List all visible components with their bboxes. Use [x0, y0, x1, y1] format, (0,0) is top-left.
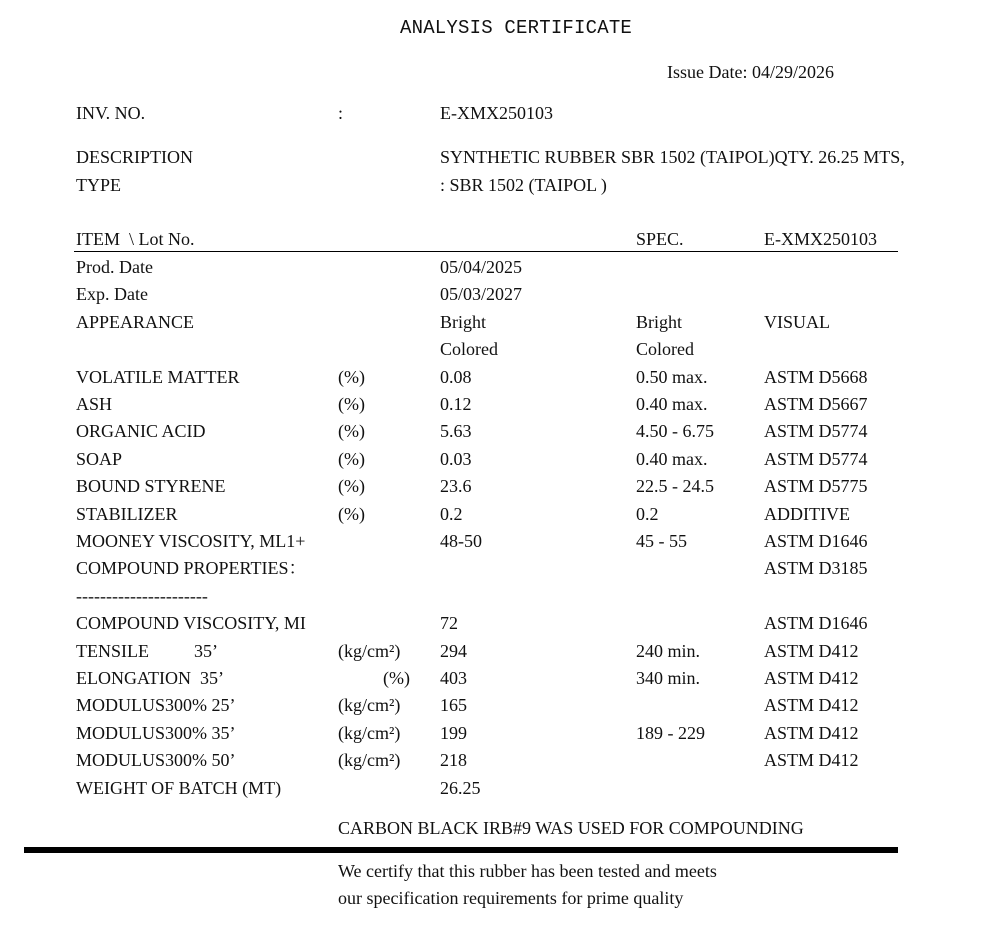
cell-unit: (kg/cm²) [338, 695, 401, 716]
cell-spec: Colored [636, 339, 694, 360]
table-row [0, 610, 996, 637]
cell-result: 403 [440, 668, 467, 688]
cell-item: APPEARANCE [76, 311, 195, 332]
inv-no-value: E-XMX250103 [440, 103, 553, 123]
cell-result: 218 [440, 750, 467, 771]
table-row [0, 336, 996, 363]
cell-spec: 0.2 [636, 503, 659, 524]
table-row [0, 528, 996, 555]
cell-method: ASTM D1646 [764, 531, 868, 551]
cell-item: MOONEY VISCOSITY, ML1+ [76, 531, 306, 551]
issue-date: Issue Date: 04/29/2026 [667, 62, 834, 82]
table-row [0, 638, 996, 665]
cell-method: ASTM D5668 [764, 366, 868, 387]
cell-spec: 0.50 max. [636, 366, 708, 387]
compounding-note: CARBON BLACK IRB#9 WAS USED FOR COMPOUNDING [338, 818, 804, 838]
cell-result: 0.03 [440, 448, 472, 469]
cell-result: 5.63 [440, 421, 472, 442]
inv-no-label: INV. NO. [76, 103, 146, 123]
table-row [0, 309, 996, 336]
certification-line-1: We certify that this rubber has been tested and meets [338, 861, 717, 881]
cell-item: Exp. Date [76, 284, 148, 305]
cell-spec: 0.40 max. [636, 394, 708, 414]
cell-item: ELONGATION 35’ [76, 668, 224, 688]
cell-result: 23.6 [440, 476, 472, 497]
table-row [0, 364, 996, 391]
description-label: DESCRIPTION [76, 147, 194, 167]
table-header-lot: E-XMX250103 [764, 229, 877, 249]
type-value: : SBR 1502 (TAIPOL ) [440, 175, 607, 195]
cell-spec: 0.40 max. [636, 448, 708, 469]
cell-method: ASTM D5775 [764, 476, 868, 497]
cell-unit: (%) [338, 476, 365, 497]
footer-divider [24, 847, 898, 853]
cell-result: 0.2 [440, 503, 463, 524]
table-row [0, 720, 996, 747]
cell-unit: (kg/cm²) [338, 640, 401, 661]
inv-no-colon: : [338, 103, 344, 123]
cell-spec: 4.50 - 6.75 [636, 421, 714, 442]
table-row [0, 391, 996, 418]
cell-item: BOUND STYRENE [76, 476, 226, 497]
cell-method: ASTM D1646 [764, 613, 868, 634]
cell-unit: (%) [338, 366, 365, 387]
cell-method: ASTM D412 [764, 695, 859, 716]
cell-result: 199 [440, 722, 467, 743]
cell-result: 05/03/2027 [440, 284, 523, 305]
cell-unit: (%) [338, 421, 365, 442]
cell-result: 26.25 [440, 777, 481, 798]
cell-item: ORGANIC ACID [76, 421, 206, 442]
table-row [0, 555, 996, 582]
cell-item: Prod. Date [76, 257, 153, 277]
cell-method: ASTM D3185 [764, 558, 868, 579]
table-row [0, 692, 996, 719]
cell-method: ADDITIVE [764, 503, 850, 524]
cell-method: ASTM D5667 [764, 394, 868, 414]
cell-result: 05/04/2025 [440, 257, 523, 277]
cell-result: 48-50 [440, 531, 482, 551]
certification-line-2: our specification requirements for prime quality [338, 888, 684, 908]
cell-result: Bright [440, 311, 487, 332]
cell-spec: 189 - 229 [636, 722, 705, 743]
cell-spec: Bright [636, 311, 683, 332]
table-row [0, 747, 996, 774]
header-divider [74, 251, 898, 252]
type-label: TYPE [76, 175, 121, 195]
cell-item: MODULUS300% 50’ [76, 750, 236, 771]
cell-unit: (%) [338, 448, 365, 469]
cell-item: VOLATILE MATTER [76, 366, 240, 387]
document-title: ANALYSIS CERTIFICATE [400, 17, 633, 39]
cell-item: ASH [76, 394, 113, 414]
cell-item: MODULUS300% 25’ [76, 695, 236, 716]
cell-method: VISUAL [764, 311, 830, 332]
table-row [0, 446, 996, 473]
table-header-item: ITEM \ Lot No. [76, 229, 195, 249]
table-header-spec: SPEC. [636, 229, 684, 249]
cell-method: ASTM D5774 [764, 448, 868, 469]
cell-unit: (%) [338, 668, 410, 688]
cell-unit: (kg/cm²) [338, 722, 401, 743]
table-row [0, 501, 996, 528]
cell-method: ASTM D5774 [764, 421, 868, 442]
table-row [0, 583, 996, 610]
cell-item: MODULUS300% 35’ [76, 722, 236, 743]
table-row [0, 254, 996, 281]
table-row [0, 665, 996, 692]
cell-result: 72 [440, 613, 458, 634]
cell-spec: 340 min. [636, 668, 701, 688]
table-row [0, 473, 996, 500]
cell-item: COMPOUND VISCOSITY, MI [76, 613, 306, 634]
cell-spec: 240 min. [636, 640, 701, 661]
cell-method: ASTM D412 [764, 640, 859, 661]
cell-method: ASTM D412 [764, 750, 859, 771]
table-row [0, 418, 996, 445]
cell-method: ASTM D412 [764, 668, 859, 688]
description-value: SYNTHETIC RUBBER SBR 1502 (TAIPOL)QTY. 26.25 MTS, [440, 147, 905, 167]
cell-item: WEIGHT OF BATCH (MT) [76, 777, 282, 798]
cell-item: ---------------------- [76, 585, 208, 606]
cell-result: 0.08 [440, 366, 472, 387]
cell-result: Colored [440, 339, 498, 360]
cell-unit: (%) [338, 503, 365, 524]
cell-item: COMPOUND PROPERTIES： [76, 558, 307, 579]
cell-spec: 45 - 55 [636, 531, 687, 551]
table-row [0, 775, 996, 802]
cell-unit: (%) [338, 394, 365, 414]
cell-unit: (kg/cm²) [338, 750, 401, 771]
cell-item: STABILIZER [76, 503, 178, 524]
cell-method: ASTM D412 [764, 722, 859, 743]
cell-spec: 22.5 - 24.5 [636, 476, 714, 497]
table-row [0, 281, 996, 308]
cell-item: SOAP [76, 448, 123, 469]
cell-item: TENSILE 35’ [76, 640, 218, 661]
cell-result: 294 [440, 640, 467, 661]
cell-result: 0.12 [440, 394, 472, 414]
cell-result: 165 [440, 695, 467, 716]
